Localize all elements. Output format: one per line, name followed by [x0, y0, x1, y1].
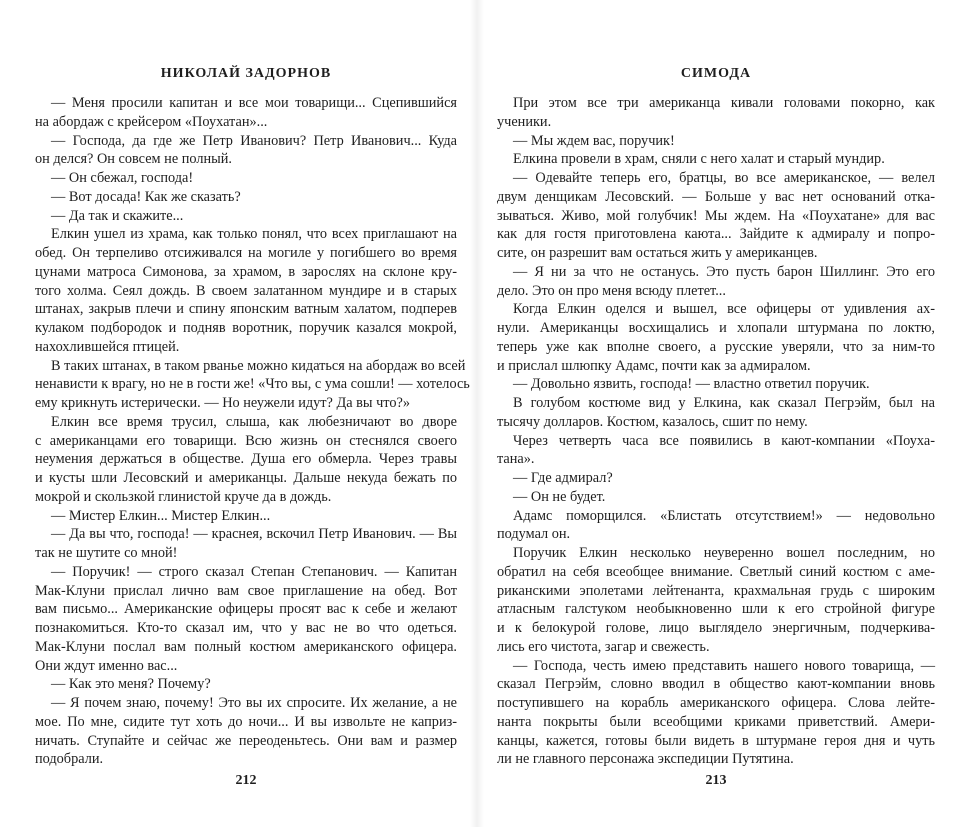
text-line: Елкина провели в храм, сняли с него халат и старый мундир. [513, 151, 885, 168]
text-line: неумения держаться в обществе. Душа его обмерла. Через травы [35, 451, 457, 468]
text-line: — Я ни за что не останусь. Это пусть барон Шиллинг. Это его [513, 263, 935, 280]
text-line: нахохлившейся птицей. [35, 338, 180, 355]
text-line: и прислал шлюпку Адамс, почти как за адмиралом. [497, 357, 811, 374]
text-line: В голубом костюме вид у Елкина, как сказал Пегрэйм, был на [513, 395, 935, 411]
text-line: зываться. Живо, мой голубчик! Мы ждем. На «Поухатане» для вас [497, 207, 935, 224]
text-line: — Господа, да где же Петр Иванович? Петр Иванович... Куда [51, 132, 457, 149]
text-line: Адамс поморщился. «Блистать отсутствием!» — недовольно [513, 507, 935, 524]
text-line: вам письмо... Американские офицеры просят вас к себе и желают [35, 601, 457, 618]
page-number: 212 [235, 773, 257, 788]
text-line: — Довольно язвить, господа! — властно ответил поручик. [513, 376, 870, 393]
text-line: — Он не будет. [513, 488, 606, 505]
text-line: Мак-Клуни прислал лично вам свое приглашение на обед. Вот [35, 582, 457, 599]
text-line: сказал Пегрэйм, словно вводил в общество кают-компании вновь [497, 676, 935, 693]
text-line: — Господа, честь имею представить нашего нового товарища, — [513, 657, 935, 674]
text-line: канцы, кажется, готовы были видеть в штурмане героя дня и чуть [497, 732, 935, 749]
text-line: подобрали. [35, 751, 104, 768]
text-line: как для гостя приготовлена каюта... Зайдите к адмиралу и попро- [497, 226, 935, 243]
text-line: на абордаж с крейсером «Поухатан»... [35, 113, 268, 130]
text-line: теперь уже как вполне своего, а русские уверяли, что за ним-то [497, 338, 935, 355]
text-line: — Он сбежал, господа! [51, 170, 194, 186]
text-line: и к белокурой голове, лицо выглядело энергичным, подчеркива- [497, 620, 935, 636]
text-line: — Одевайте теперь его, братцы, во все американское, — велел [513, 170, 935, 186]
text-line: мое. По мне, сидите тут хоть до ночи... И вы извольте не каприз- [35, 713, 457, 730]
text-line: обед. Он терпеливо отсиживался на могиле у погибшего во время [35, 245, 457, 261]
page-number: 213 [705, 773, 727, 788]
text-line: с американцами его товарищи. Всю жизнь он стеснялся своего [35, 432, 457, 449]
text-line: — Да вы что, господа! — краснея, вскочил Петр Иванович. — Вы [51, 526, 457, 543]
text-line: мокрой и скользкой глинистой круче да в дождь. [35, 488, 332, 505]
text-line: нули. Американцы восхищались и хлопали штурмана по локтю, [497, 320, 935, 336]
book-gutter [470, 0, 484, 827]
text-line: сите, он разрешит вам остаться жить у американцев. [497, 245, 818, 261]
text-line: того холма. Сеял дождь. В своем залатанном мундире и в старых [35, 282, 457, 299]
text-line: нанта покрыты были всеобщими криками приветствий. Амери- [497, 713, 935, 730]
text-line: При этом все три американца кивали головами покорно, как [513, 95, 935, 111]
text-line: Они ждут именно вас... [35, 657, 178, 674]
right-page [497, 0, 935, 827]
text-line: ненависти к врагу, но не в гости же! «Что вы, с ума сошли! — хотелось [35, 376, 470, 393]
text-line: В таких штанах, в таком рванье можно кидаться на абордаж во всей [51, 357, 466, 374]
text-line: тысячу долларов. Костюм, казалось, сшит по нему. [497, 413, 808, 430]
text-line: познакомиться. Кто-то сказал им, что у вас не во что одеться. [35, 620, 457, 636]
running-head-title: СИМОДА [680, 66, 752, 81]
text-line: ли не главного персонажа экспедиции Путятина. [497, 751, 794, 768]
text-line: риканскими эполетами лейтенанта, крахмальная грудь с широким [497, 582, 935, 599]
page-text [35, 94, 470, 769]
text-line: кулаком подбородок и подняв воротник, поручик казался мокрой, [35, 320, 457, 336]
text-line: дело. Это он про меня всюду плетет... [497, 282, 726, 299]
text-line: поступившего на корабль американского офицера. Слова лейте- [497, 695, 935, 711]
text-line: Когда Елкин оделся и вышел, все офицеры от удивления ах- [513, 301, 935, 318]
text-line: Елкин ушел из храма, как только понял, что всех приглашают на [51, 226, 457, 243]
text-line: Елкин все время трусил, слыша, как любезничают во дворе [51, 413, 457, 430]
text-line: двум денщикам Лесовский. — Больше у вас нет оснований отка- [497, 188, 935, 205]
text-line: — Вот досада! Как же сказать? [51, 188, 241, 205]
text-line: — Где адмирал? [513, 470, 613, 486]
text-line: подумал он. [497, 526, 571, 543]
text-line: ему крикнуть истерически. — Но неужели идут? Да вы что?» [35, 395, 410, 411]
text-line: — Меня просили капитан и все мои товарищи... Сцепившийся [51, 95, 457, 111]
text-line: ученики. [497, 113, 552, 130]
text-line: цунами матроса Симонова, за храмом, в зарослях на склоне кру- [35, 263, 457, 280]
text-line: атласным галстуком необыкновенно шли к его стройной фигуре [497, 601, 935, 618]
text-line: обратил на себя всеобщее внимание. Светлый синий костюм с аме- [497, 563, 935, 580]
text-line: он делся? Он совсем не полный. [35, 151, 232, 168]
page-text [497, 94, 935, 769]
text-line: так не шутите со мной! [35, 545, 178, 561]
text-line: штанах, закрыв плечи и спину японским ватным халатом, подперев [35, 301, 457, 318]
text-line: — Мы ждем вас, поручик! [513, 132, 675, 149]
text-line: — Как это меня? Почему? [51, 676, 211, 693]
text-line: — Поручик! — строго сказал Степан Степанович. — Капитан [51, 563, 457, 580]
text-line: ничать. Ступайте и сейчас же переоденьтесь. Они вам и размер [35, 732, 457, 749]
text-line: Мак-Клуни послал вам полный костюм американского офицера. [35, 638, 457, 655]
left-page [35, 0, 470, 827]
text-line: и кусты шли Лесовский и американцы. Дальше некуда бежать по [35, 470, 457, 486]
text-line: — Да так и скажите... [51, 207, 184, 224]
text-line: Поручик Елкин несколько неуверенно вошел последним, но [513, 545, 935, 561]
text-line: Через четверть часа все появились в кают-компании «Поуха- [513, 432, 935, 449]
text-line: — Я почем знаю, почему! Это вы их спросите. Их желание, а не [51, 695, 457, 711]
text-line: лись его чистота, загар и свежесть. [497, 638, 710, 655]
running-head-author: НИКОЛАЙ ЗАДОРНОВ [160, 66, 332, 81]
text-line: тана». [497, 451, 535, 468]
text-line: — Мистер Елкин... Мистер Елкин... [51, 507, 271, 524]
